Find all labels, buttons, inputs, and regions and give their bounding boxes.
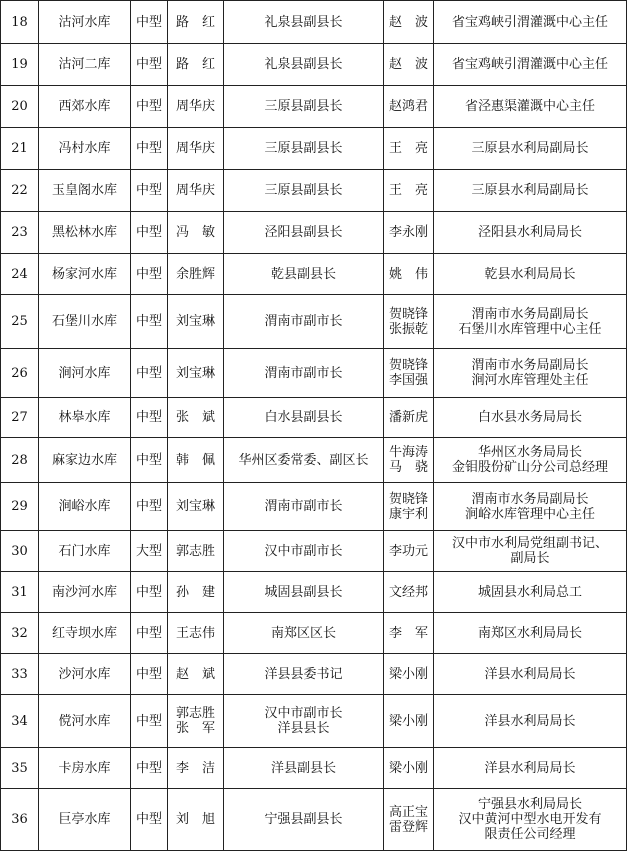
responsible-person-title-line: 副局长 (510, 551, 550, 566)
responsible-person-name-line: 梁小刚 (388, 666, 428, 682)
reservoir-name: 红寺坝水库 (39, 613, 131, 654)
responsible-person-title-line: 洋县水利局局长 (484, 666, 576, 682)
row-number: 23 (1, 212, 39, 254)
reservoir-name: 傥河水库 (39, 695, 131, 748)
responsible-person-title (434, 1, 627, 44)
responsible-person-name (384, 789, 434, 851)
admin-leader-title-line: 洋县县长 (277, 721, 330, 736)
reservoir-name: 冯村水库 (39, 128, 131, 170)
responsible-person-title (434, 572, 627, 613)
responsible-person-title-line: 省泾惠渠灌溉中心主任 (464, 99, 595, 114)
reservoir-type: 中型 (131, 170, 168, 212)
responsible-person-title-line: 南郑区水利局局长 (477, 625, 582, 641)
responsible-person-title (434, 789, 627, 851)
responsible-person-title-line: 石堡川水库管理中心主任 (458, 321, 602, 337)
table-row (1, 483, 627, 531)
reservoir-name: 卡房水库 (39, 748, 131, 789)
responsible-person-title (434, 170, 627, 212)
admin-leader-title (224, 212, 384, 254)
admin-leader-title (224, 86, 384, 128)
reservoir-type: 中型 (131, 613, 168, 654)
row-number: 28 (1, 438, 39, 483)
reservoir-type: 中型 (131, 86, 168, 128)
admin-leader-title-line: 汉中市副市长 (264, 706, 343, 721)
responsible-person-name-line: 王 亮 (388, 183, 428, 198)
responsible-person-title (434, 695, 627, 748)
row-number: 24 (1, 254, 39, 295)
responsible-person-name (384, 398, 434, 438)
admin-leader-title-line: 乾县副县长 (270, 266, 336, 282)
table-row (1, 695, 627, 748)
row-number: 32 (1, 613, 39, 654)
reservoir-name: 涧峪水库 (39, 483, 131, 531)
responsible-person-title (434, 748, 627, 789)
responsible-person-name-line: 王 亮 (388, 141, 428, 156)
reservoir-name: 玉皇阁水库 (39, 170, 131, 212)
responsible-person-name-line: 姚 伟 (388, 266, 428, 282)
row-number: 33 (1, 654, 39, 695)
responsible-person-title-line: 城固县水利局总工 (477, 584, 582, 600)
responsible-person-name-line: 李功元 (388, 543, 428, 559)
responsible-person-name (384, 254, 434, 295)
admin-leader-title (224, 1, 384, 44)
admin-leader-title-line: 三原县副县长 (264, 183, 343, 198)
responsible-person-title-line: 洋县水利局局长 (484, 760, 576, 776)
responsible-person-title (434, 613, 627, 654)
table-row (1, 170, 627, 212)
reservoir-type: 中型 (131, 254, 168, 295)
responsible-person-name-line: 贺晓锋 (388, 491, 428, 507)
admin-leader-title (224, 349, 384, 398)
admin-leader-name: 王志伟 (168, 613, 224, 654)
admin-leader-name: 路 红 (168, 44, 224, 86)
admin-leader-title (224, 44, 384, 86)
reservoir-type: 中型 (131, 295, 168, 349)
reservoir-name: 沽河水库 (39, 1, 131, 44)
reservoir-name: 黑松林水库 (39, 212, 131, 254)
admin-leader-title-line: 礼泉县副县长 (264, 14, 343, 30)
responsible-person-name-line: 梁小刚 (388, 713, 428, 729)
admin-leader-name: 刘 旭 (168, 789, 224, 851)
admin-leader-title-line: 泾阳县副县长 (264, 225, 343, 240)
responsible-person-title-line: 三原县水利局副局长 (471, 183, 589, 198)
row-number: 19 (1, 44, 39, 86)
responsible-person-name-line: 马 骁 (388, 460, 428, 475)
responsible-person-name (384, 531, 434, 572)
responsible-person-title-line: 汉中黄河中型水电开发有 (458, 812, 602, 827)
table-row (1, 654, 627, 695)
responsible-person-title (434, 654, 627, 695)
reservoir-type: 中型 (131, 654, 168, 695)
admin-leader-title (224, 748, 384, 789)
admin-leader-title-line: 三原县副县长 (264, 99, 343, 114)
responsible-person-title-line: 渭南市水务局副局长 (471, 306, 589, 322)
responsible-person-name-line: 李 军 (388, 625, 428, 641)
reservoir-name: 沽河二库 (39, 44, 131, 86)
admin-leader-title (224, 170, 384, 212)
responsible-person-title (434, 349, 627, 398)
row-number: 36 (1, 789, 39, 851)
responsible-person-title (434, 295, 627, 349)
admin-leader-name: 张 斌 (168, 398, 224, 438)
admin-leader-name: 刘宝琳 (168, 295, 224, 349)
responsible-person-name (384, 349, 434, 398)
row-number: 22 (1, 170, 39, 212)
responsible-person-title (434, 128, 627, 170)
admin-leader-name: 郭志胜 (168, 531, 224, 572)
table-row (1, 295, 627, 349)
admin-leader-name: 李 洁 (168, 748, 224, 789)
row-number: 29 (1, 483, 39, 531)
responsible-person-name-line: 赵 波 (388, 57, 428, 72)
responsible-person-title-line: 洋县水利局局长 (484, 713, 576, 729)
admin-leader-title-line: 白水县副县长 (264, 410, 343, 425)
admin-leader-name: 韩 佩 (168, 438, 224, 483)
responsible-person-title-line: 汉中市水利局党组副书记、 (451, 536, 608, 551)
responsible-person-name-line: 康宇利 (388, 506, 428, 522)
admin-leader-name: 赵 斌 (168, 654, 224, 695)
admin-leader-title-line: 渭南市副市长 (264, 365, 343, 381)
admin-leader-title (224, 654, 384, 695)
admin-leader-title (224, 531, 384, 572)
admin-leader-title-line: 渭南市副市长 (264, 499, 343, 514)
row-number: 34 (1, 695, 39, 748)
admin-leader-name: 冯 敏 (168, 212, 224, 254)
admin-leader-name: 刘宝琳 (168, 349, 224, 398)
responsible-person-name-line: 张振乾 (388, 321, 428, 337)
reservoir-type: 中型 (131, 438, 168, 483)
responsible-person-name (384, 654, 434, 695)
table-row (1, 86, 627, 128)
responsible-person-title-line: 泾阳县水利局局长 (477, 225, 582, 240)
admin-leader-title-line: 华州区委常委、副区长 (238, 452, 369, 468)
reservoir-name: 西郊水库 (39, 86, 131, 128)
reservoir-type: 中型 (131, 398, 168, 438)
admin-leader-title-line: 礼泉县副县长 (264, 57, 343, 72)
reservoir-name: 麻家边水库 (39, 438, 131, 483)
responsible-person-name-line: 贺晓锋 (388, 306, 428, 322)
admin-leader-title-line: 宁强县副县长 (264, 812, 343, 827)
responsible-person-name-line: 贺晓锋 (388, 358, 428, 373)
responsible-person-name-line: 李永刚 (388, 225, 428, 240)
admin-leader-title-line: 洋县副县长 (270, 760, 336, 776)
responsible-person-name (384, 44, 434, 86)
responsible-person-title (434, 398, 627, 438)
responsible-person-title-line: 限责任公司经理 (484, 827, 576, 842)
admin-leader-name: 周华庆 (168, 86, 224, 128)
responsible-person-title-line: 宁强县水利局局长 (477, 797, 582, 812)
responsible-person-title-line: 乾县水利局局长 (484, 266, 576, 282)
row-number: 30 (1, 531, 39, 572)
table-row (1, 1, 627, 44)
row-number: 35 (1, 748, 39, 789)
reservoir-name: 沙河水库 (39, 654, 131, 695)
responsible-person-name-line: 文经邦 (388, 584, 428, 600)
table-row (1, 128, 627, 170)
row-number: 31 (1, 572, 39, 613)
table-row (1, 531, 627, 572)
table-row (1, 572, 627, 613)
reservoir-type: 大型 (131, 531, 168, 572)
admin-leader-title (224, 295, 384, 349)
responsible-person-title-line: 省宝鸡峡引渭灌溉中心主任 (451, 57, 608, 72)
responsible-person-name (384, 86, 434, 128)
responsible-person-title (434, 254, 627, 295)
responsible-person-title (434, 438, 627, 483)
reservoir-type: 中型 (131, 695, 168, 748)
responsible-person-title (434, 86, 627, 128)
responsible-person-title-line: 涧峪水库管理中心主任 (464, 506, 595, 522)
responsible-person-title (434, 531, 627, 572)
reservoir-name: 石堡川水库 (39, 295, 131, 349)
admin-leader-title (224, 572, 384, 613)
admin-leader-title-line: 洋县县委书记 (264, 666, 343, 682)
responsible-person-title (434, 212, 627, 254)
admin-leader-name: 余胜辉 (168, 254, 224, 295)
reservoir-type: 中型 (131, 212, 168, 254)
admin-leader-title (224, 789, 384, 851)
reservoir-type: 中型 (131, 128, 168, 170)
admin-leader-title-line: 南郑区区长 (270, 625, 336, 641)
responsible-person-name (384, 483, 434, 531)
row-number: 21 (1, 128, 39, 170)
reservoir-name: 南沙河水库 (39, 572, 131, 613)
responsible-person-name-line: 雷登辉 (388, 819, 428, 835)
responsible-person-name-line: 高正宝 (388, 804, 428, 820)
row-number: 18 (1, 1, 39, 44)
table-row (1, 44, 627, 86)
responsible-person-title-line: 渭南市水务局副局长 (471, 358, 589, 373)
admin-leader-name: 周华庆 (168, 128, 224, 170)
admin-leader-title (224, 695, 384, 748)
responsible-person-name (384, 212, 434, 254)
reservoir-name: 杨家河水库 (39, 254, 131, 295)
reservoir-type: 中型 (131, 349, 168, 398)
row-number: 27 (1, 398, 39, 438)
table-body (1, 1, 627, 851)
admin-leader-name: 周华庆 (168, 170, 224, 212)
responsible-person-name (384, 748, 434, 789)
admin-leader-title-line: 三原县副县长 (264, 141, 343, 156)
reservoir-type: 中型 (131, 44, 168, 86)
reservoir-name: 涧河水库 (39, 349, 131, 398)
responsible-person-name (384, 295, 434, 349)
row-number: 25 (1, 295, 39, 349)
responsible-person-title-line: 三原县水利局副局长 (471, 141, 589, 156)
responsible-person-title (434, 483, 627, 531)
responsible-person-name (384, 613, 434, 654)
reservoir-type: 中型 (131, 483, 168, 531)
table-row (1, 438, 627, 483)
row-number: 20 (1, 86, 39, 128)
table-row (1, 254, 627, 295)
table-row (1, 349, 627, 398)
reservoir-type: 中型 (131, 572, 168, 613)
admin-leader-title-line: 渭南市副市长 (264, 314, 343, 329)
responsible-person-name-line: 潘新虎 (388, 410, 428, 425)
row-number: 26 (1, 349, 39, 398)
admin-leader-title (224, 398, 384, 438)
admin-leader-title-line: 汉中市副市长 (264, 543, 343, 559)
admin-leader-title (224, 483, 384, 531)
table-row (1, 613, 627, 654)
admin-leader-title (224, 613, 384, 654)
reservoir-type: 中型 (131, 748, 168, 789)
reservoir-type: 中型 (131, 789, 168, 851)
admin-leader-title-line: 城固县副县长 (264, 584, 343, 600)
admin-leader-name: 路 红 (168, 1, 224, 44)
admin-leader-title (224, 254, 384, 295)
reservoir-name: 林皋水库 (39, 398, 131, 438)
table-row (1, 212, 627, 254)
responsible-person-name (384, 128, 434, 170)
responsible-person-name-line: 赵鸿君 (388, 99, 428, 114)
responsible-person-title (434, 44, 627, 86)
admin-leader-name: 刘宝琳 (168, 483, 224, 531)
responsible-person-name (384, 572, 434, 613)
admin-leader-title (224, 438, 384, 483)
responsible-person-title-line: 华州区水务局局长 (477, 445, 582, 460)
admin-leader-name: 孙 建 (168, 572, 224, 613)
responsible-person-name-line: 梁小刚 (388, 760, 428, 776)
table-row (1, 789, 627, 851)
responsible-person-name-line: 赵 波 (388, 14, 428, 30)
responsible-person-name (384, 438, 434, 483)
responsible-person-name (384, 1, 434, 44)
responsible-person-title-line: 金钼股份矿山分公司总经理 (451, 460, 608, 475)
responsible-person-title-line: 白水县水务局局长 (477, 410, 582, 425)
responsible-person-name (384, 695, 434, 748)
table-row (1, 748, 627, 789)
responsible-person-name-line: 李国强 (388, 373, 428, 388)
responsible-person-title-line: 省宝鸡峡引渭灌溉中心主任 (451, 14, 608, 30)
admin-leader-name: 郭志胜 张 军 (168, 695, 224, 748)
responsible-person-title-line: 渭南市水务局副局长 (471, 491, 589, 507)
reservoir-name: 石门水库 (39, 531, 131, 572)
responsible-person-name-line: 牛海涛 (388, 445, 428, 460)
responsible-person-title-line: 涧河水库管理处主任 (471, 373, 589, 388)
table-row (1, 398, 627, 438)
reservoir-type: 中型 (131, 1, 168, 44)
reservoir-name: 巨亭水库 (39, 789, 131, 851)
admin-leader-title (224, 128, 384, 170)
responsible-person-name (384, 170, 434, 212)
